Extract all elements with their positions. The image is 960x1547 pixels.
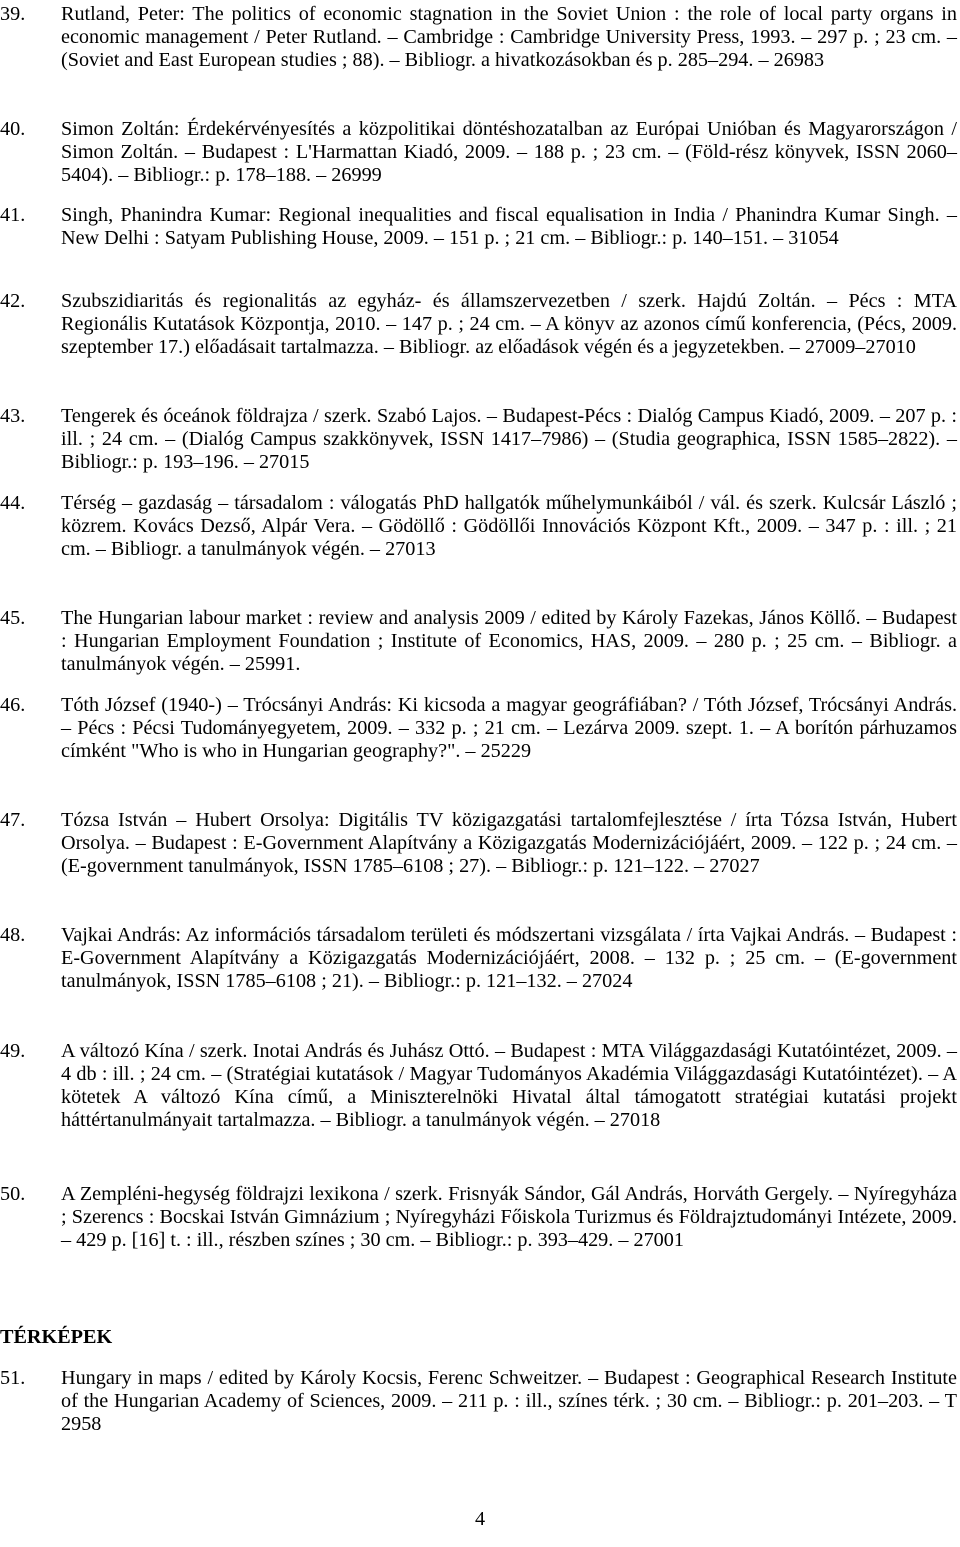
entry-number: 50. — [0, 1183, 26, 1205]
entry-text: Simon Zoltán: Érdekérvényesítés a közpolitikai döntéshozatalban az Európai Unióban és Magyarországon / Simon Zoltán. – Budapest : L'Harmattan Kiadó, 2009. – 188 p. ; 23 cm. – (Föld-rész könyvek, ISSN 2060–5404). – Bibliogr.: p. 178–188. – 26999 — [61, 118, 957, 187]
bibliography-entry — [0, 118, 957, 187]
entry-text: Vajkai András: Az információs társadalom területi és módszertani vizsgálata / írta Vajkai András. – Budapest : E-Government Alapítvány a Közigazgatás Modernizációjáért, 2008. – 132 p. ; 25 cm. – (E-government tanulmányok, ISSN 1785–6108 ; 21). – Bibliogr.: p. 121–132. – 27024 — [61, 924, 957, 993]
entry-number: 43. — [0, 405, 26, 427]
bibliography-entry — [0, 290, 957, 359]
bibliography-entry — [0, 204, 957, 250]
bibliography-entry — [0, 1367, 957, 1436]
entry-number: 47. — [0, 809, 26, 831]
section-heading: TÉRKÉPEK — [0, 1326, 113, 1348]
entry-number: 41. — [0, 204, 26, 226]
entry-text: Rutland, Peter: The politics of economic stagnation in the Soviet Union : the role of local party organs in economic management / Peter Rutland. – Cambridge : Cambridge University Press, 1993. – 297 p. ; 23 cm. – (Soviet and East European studies ; 88). – Bibliogr. a hivatkozásokban és p. 285–294. – 26983 — [61, 3, 957, 72]
bibliography-entry — [0, 924, 957, 993]
entry-text: Singh, Phanindra Kumar: Regional inequalities and fiscal equalisation in India / Phanindra Kumar Singh. – New Delhi : Satyam Publishing House, 2009. – 151 p. ; 21 cm. – Bibliogr.: p. 140–151. – 31054 — [61, 204, 957, 250]
bibliography-entry — [0, 607, 957, 676]
entry-text: Hungary in maps / edited by Károly Kocsis, Ferenc Schweitzer. – Budapest : Geographical Research Institute of the Hungarian Academy of Sciences, 2009. – 211 p. : ill., színes térk. ; 30 cm. – Bibliogr.: p. 201–203. – T 2958 — [61, 1367, 957, 1436]
entry-number: 42. — [0, 290, 26, 312]
entry-text: Térség – gazdaság – társadalom : válogatás PhD hallgatók műhelymunkáiból / vál. és szerk. Kulcsár László ; közrem. Kovács Dezső, Alpár Vera. – Gödöllő : Gödöllői Innovációs Központ Kft., 2009. – 347 p. : ill. ; 21 cm. – Bibliogr. a tanulmányok végén. – 27013 — [61, 492, 957, 561]
bibliography-entry — [0, 1040, 957, 1132]
entry-text: Tózsa István – Hubert Orsolya: Digitális TV közigazgatási tartalomfejlesztése / írta Tózsa István, Hubert Orsolya. – Budapest : E-Government Alapítvány a Közigazgatás Modernizációjáért, 2009. – 122 p. ; 24 cm. – (E-government tanulmányok, ISSN 1785–6108 ; 27). – Bibliogr.: p. 121–122. – 27027 — [61, 809, 957, 878]
bibliography-entry — [0, 405, 957, 474]
entry-text: A változó Kína / szerk. Inotai András és Juhász Ottó. – Budapest : MTA Világgazdasági Kutatóintézet, 2009. – 4 db : ill. ; 24 cm. – (Stratégiai kutatások / Magyar Tudományos Akadémia Világgazdasági Kutatóintézet). – A kötetek A változó Kína című, a Miniszterelnöki Hivatal által támogatott stratégiai kutatási projekt háttértanulmányait tartalmazza. – Bibliogr. a tanulmányok végén. – 27018 — [61, 1040, 957, 1132]
entry-number: 40. — [0, 118, 26, 140]
bibliography-entry — [0, 3, 957, 72]
entry-number: 44. — [0, 492, 26, 514]
entry-number: 49. — [0, 1040, 26, 1062]
bibliography-entry — [0, 809, 957, 878]
entry-text: Szubszidiaritás és regionalitás az egyház- és államszervezetben / szerk. Hajdú Zoltán. – Pécs : MTA Regionális Kutatások Központja, 2010. – 147 p. ; 24 cm. – A könyv az azonos című konferencia, (Pécs, 2009. szeptember 17.) előadásait tartalmazza. – Bibliogr. az előadások végén és a jegyzetekben. – 27009–27010 — [61, 290, 957, 359]
bibliography-entry — [0, 694, 957, 763]
entry-number: 46. — [0, 694, 26, 716]
entry-text: Tengerek és óceánok földrajza / szerk. Szabó Lajos. – Budapest-Pécs : Dialóg Campus Kiadó, 2009. – 207 p. : ill. ; 24 cm. – (Dialóg Campus szakkönyvek, ISSN 1417–7986) – (Studia geographica, ISSN 1585–2822). – Bibliogr.: p. 193–196. – 27015 — [61, 405, 957, 474]
entry-number: 48. — [0, 924, 26, 946]
entry-text: The Hungarian labour market : review and analysis 2009 / edited by Károly Fazekas, János Köllő. – Budapest : Hungarian Employment Foundation ; Institute of Economics, HAS, 2009. – 280 p. ; 25 cm. – Bibliogr. a tanulmányok végén. – 25991. — [61, 607, 957, 676]
entry-number: 51. — [0, 1367, 26, 1389]
bibliography-entry — [0, 1183, 957, 1252]
entry-number: 39. — [0, 3, 26, 25]
entry-text: A Zempléni-hegység földrajzi lexikona / szerk. Frisnyák Sándor, Gál András, Horváth Gergely. – Nyíregyháza ; Szerencs : Bocskai István Gimnázium ; Nyíregyházi Főiskola Turizmus és Földrajztudományi Intézete, 2009. – 429 p. [16] t. : ill., részben színes ; 30 cm. – Bibliogr.: p. 393–429. – 27001 — [61, 1183, 957, 1252]
page-number: 4 — [474, 1508, 486, 1530]
entry-text: Tóth József (1940-) – Trócsányi András: Ki kicsoda a magyar geográfiában? / Tóth József, Trócsányi András. – Pécs : Pécsi Tudományegyetem, 2009. – 332 p. ; 21 cm. – Lezárva 2009. szept. 1. – A borítón párhuzamos címként "Who is who in Hungarian geography?". – 25229 — [61, 694, 957, 763]
bibliography-entry — [0, 492, 957, 561]
entry-number: 45. — [0, 607, 26, 629]
